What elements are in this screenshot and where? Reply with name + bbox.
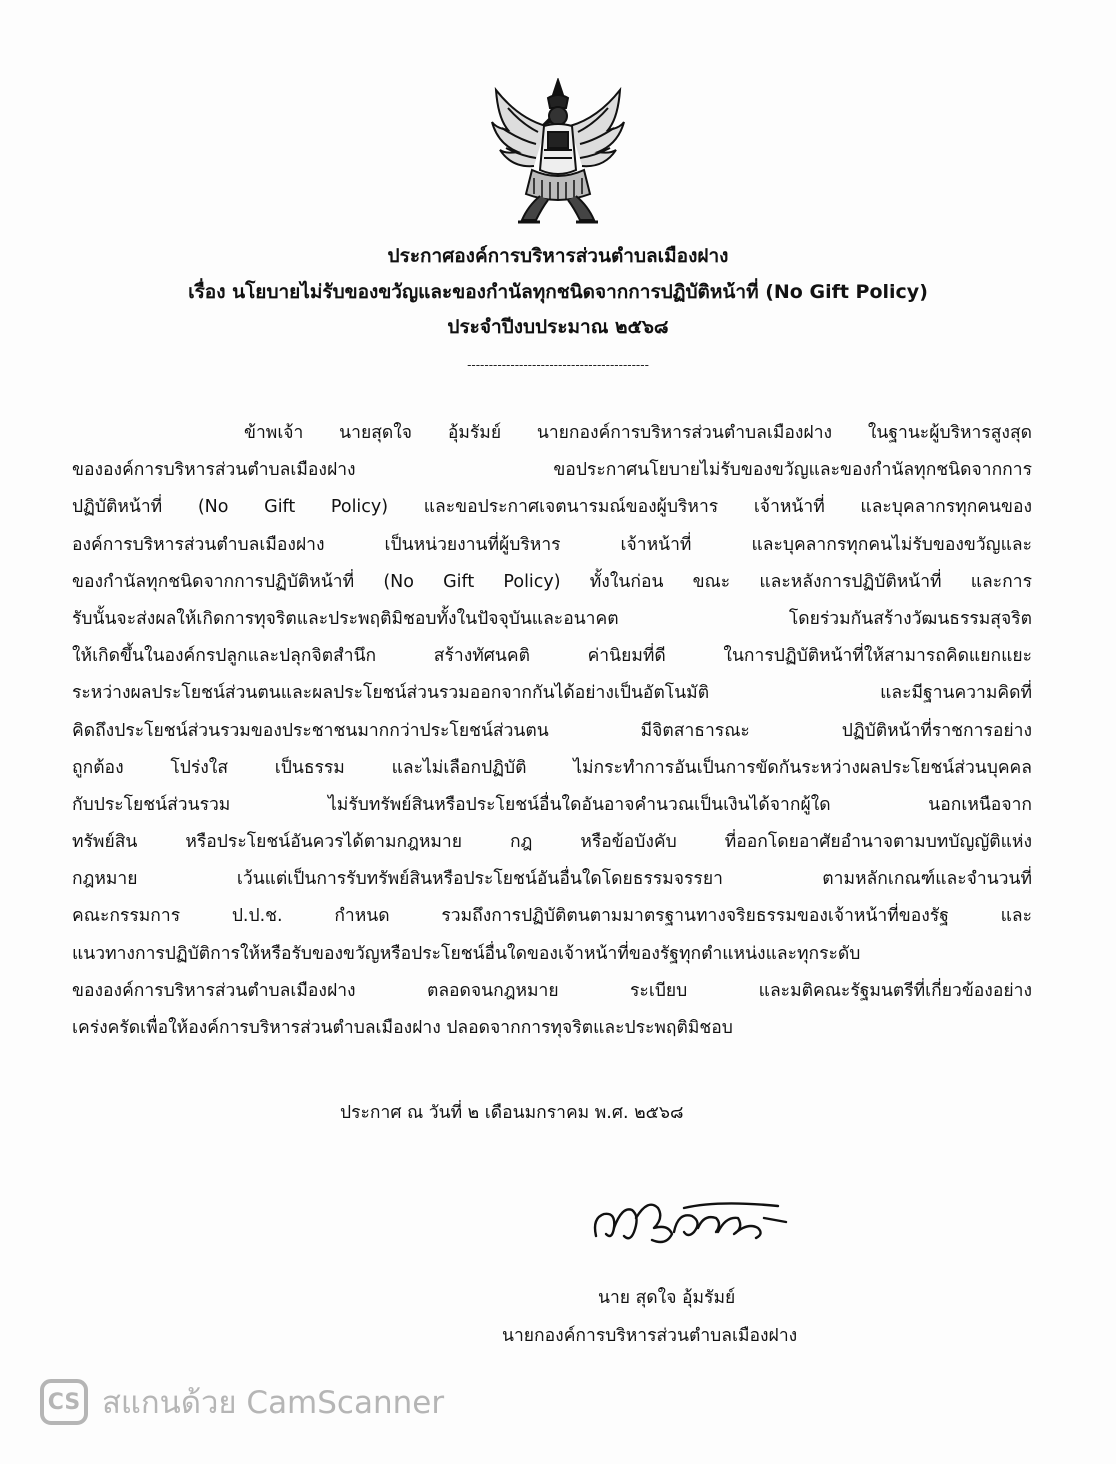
body-line: ถูกต้อง โปร่งใส เป็นธรรม และไม่เลือกปฏิบัติ ไม่กระทำการอันเป็นการขัดกันระหว่างผลประโยชน์ส่วนบุคคล [72, 757, 1032, 778]
body-line: ข้าพเจ้า นายสุดใจ อุ้มรัมย์ นายกองค์การบริหารส่วนตำบลเมืองฝาง ในฐานะผู้บริหารสูงสุด [244, 423, 1032, 443]
body-paragraph [72, 415, 1032, 1047]
separator-line: ------------------------------------------ [467, 358, 649, 372]
body-line: รับนั้นจะส่งผลให้เกิดการทุจริตและประพฤติมิชอบทั้งในปัจจุบันและอนาคต โดยร่วมกันสร้างวัฒนธรรมสุจริต [72, 608, 1032, 629]
garuda-emblem-icon [488, 78, 628, 226]
body-line: กฎหมาย เว้นแต่เป็นการรับทรัพย์สินหรือประโยชน์อันอื่นใดโดยธรรมจรรยา ตามหลักเกณฑ์และจำนวนที่ [72, 869, 1032, 890]
body-line: เคร่งครัดเพื่อให้องค์การบริหารส่วนตำบลเมืองฝาง ปลอดจากการทุจริตและประพฤติมิชอบ [72, 1018, 733, 1038]
body-line: องค์การบริหารส่วนตำบลเมืองฝาง เป็นหน่วยงานที่ผู้บริหาร เจ้าหน้าที่ และบุคลากรทุกคนไม่รับของขวัญและ [72, 534, 1032, 555]
body-line: ของกำนัลทุกชนิดจากการปฏิบัติหน้าที่ (No Gift Policy) ทั้งในก่อน ขณะ และหลังการปฏิบัติหน้าที่ และการ [72, 571, 1032, 592]
body-line: ขององค์การบริหารส่วนตำบลเมืองฝาง ตลอดจนกฎหมาย ระเบียบ และมติคณะรัฐมนตรีที่เกี่ยวข้องอย่าง [72, 980, 1032, 1001]
camscanner-text: สแกนด้วย CamScanner [102, 1385, 445, 1421]
announcement-heading: ประกาศองค์การบริหารส่วนตำบลเมืองฝาง [387, 245, 729, 267]
signer-title: นายกองค์การบริหารส่วนตำบลเมืองฝาง [502, 1326, 798, 1346]
handwritten-signature [588, 1188, 798, 1254]
body-line: กับประโยชน์ส่วนรวม ไม่รับทรัพย์สินหรือประโยชน์อื่นใดอันอาจคำนวณเป็นเงินได้จากผู้ใด นอกเหนือจาก [72, 794, 1032, 815]
body-line: แนวทางการปฏิบัติการให้หรือรับของขวัญหรือประโยชน์อื่นใดของเจ้าหน้าที่ของรัฐทุกตำแหน่งและทุกระดับ [72, 943, 861, 964]
body-line: ระหว่างผลประโยชน์ส่วนตนและผลประโยชน์ส่วนรวมออกจากกันได้อย่างเป็นอัตโนมัติ และมีฐานความคิดที่ [72, 683, 1032, 704]
body-line: คิดถึงประโยชน์ส่วนรวมของประชาชนมากกว่าประโยชน์ส่วนตน มีจิตสาธารณะ ปฏิบัติหน้าที่ราชการอย่าง [72, 720, 1032, 741]
body-line: ทรัพย์สิน หรือประโยชน์อันควรได้ตามกฎหมาย กฎ หรือข้อบังคับ ที่ออกโดยอาศัยอำนาจตามบทบัญญัติแห่ง [72, 832, 1032, 853]
body-line: คณะกรรมการ ป.ป.ช. กำหนด รวมถึงการปฏิบัติตนตามมาตรฐานทางจริยธรรมของเจ้าหน้าที่ของรัฐ และ [72, 906, 1032, 927]
signer-name: นาย สุดใจ อุ้มรัมย์ [598, 1288, 736, 1308]
camscanner-watermark [40, 1374, 444, 1430]
body-line: ให้เกิดขึ้นในองค์กรปลูกและปลุกจิตสำนึก สร้างทัศนคติ ค่านิยมที่ดี ในการปฏิบัติหน้าที่ให้สามารถคิดแยกแยะ [72, 646, 1032, 667]
announcement-date: ประกาศ ณ วันที่ ๒ เดือนมกราคม พ.ศ. ๒๕๖๘ [340, 1103, 684, 1123]
camscanner-logo-icon: CS [40, 1379, 88, 1425]
body-line: ขององค์การบริหารส่วนตำบลเมืองฝาง ขอประกาศนโยบายไม่รับของขวัญและของกำนัลทุกชนิดจากการ [72, 460, 1032, 481]
fiscal-year-heading: ประจำปีงบประมาณ ๒๕๖๘ [447, 316, 669, 338]
announcement-subject: เรื่อง นโยบายไม่รับของขวัญและของกำนัลทุกชนิดจากการปฏิบัติหน้าที่ (No Gift Policy) [188, 281, 928, 303]
body-line: ปฏิบัติหน้าที่ (No Gift Policy) และขอประกาศเจตนารมณ์ของผู้บริหาร เจ้าหน้าที่ และบุคลากรทุกคนของ [72, 497, 1032, 518]
